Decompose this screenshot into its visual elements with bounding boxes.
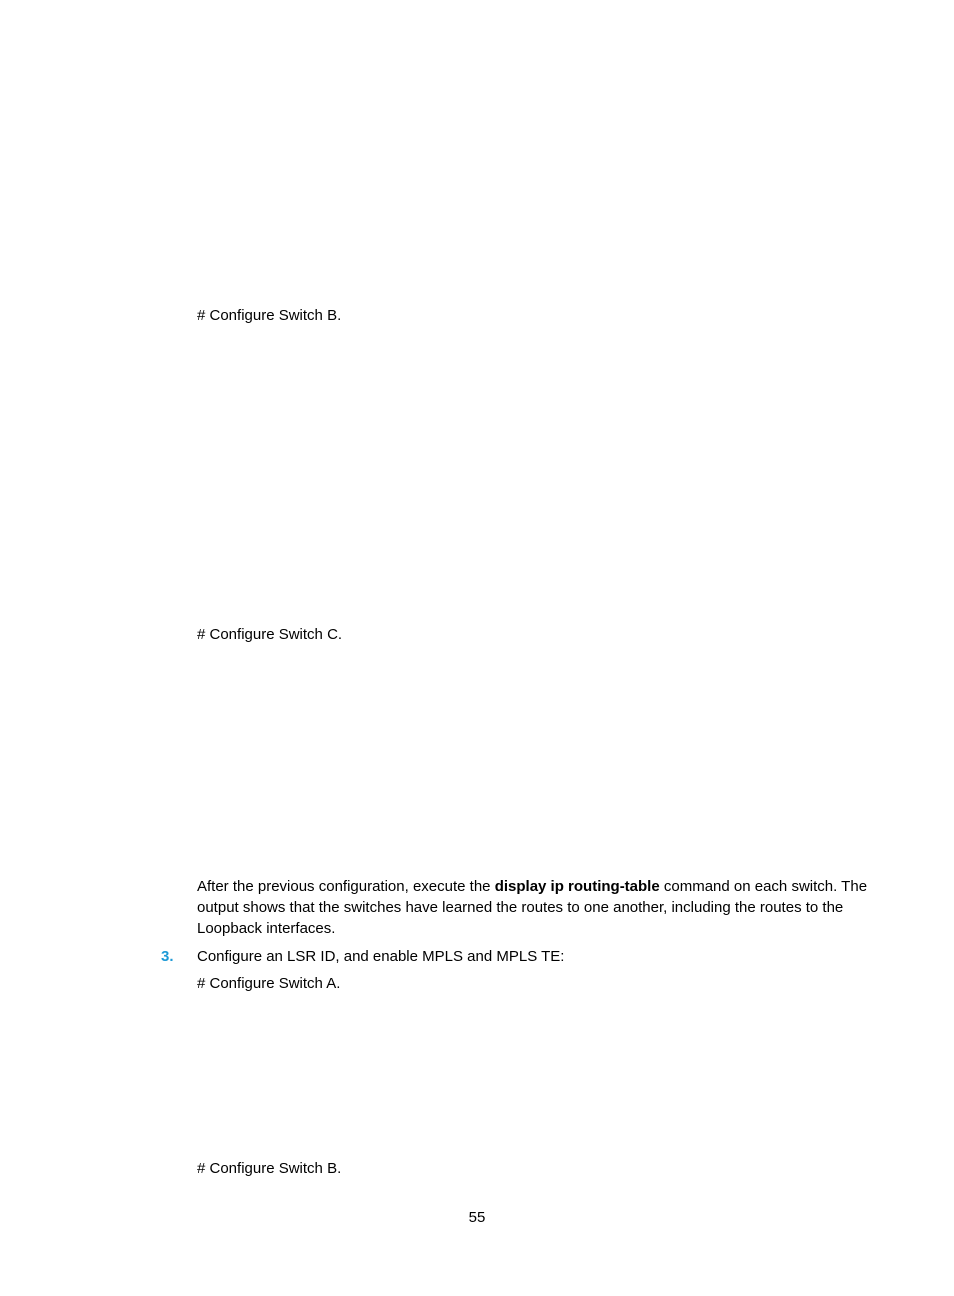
paragraph-text-after: command on each switch. The output shows that the switches have learned the routes to one another, including the routes to the Loopback interfaces. (197, 878, 868, 937)
paragraph-text-before: After the previous configuration, execute the (197, 878, 495, 895)
configure-switch-a-note: # Configure Switch A. (197, 975, 341, 992)
step-number: 3. (161, 948, 174, 965)
configure-switch-b-note-2: # Configure Switch B. (197, 1160, 342, 1177)
after-configuration-paragraph (197, 876, 877, 939)
configure-switch-b-note: # Configure Switch B. (197, 307, 342, 324)
command-display-ip-routing-table: display ip routing-table (494, 878, 660, 895)
page-number: 55 (468, 1209, 486, 1226)
step-text: Configure an LSR ID, and enable MPLS and MPLS TE: (197, 948, 565, 965)
configure-switch-c-note: # Configure Switch C. (197, 626, 343, 643)
